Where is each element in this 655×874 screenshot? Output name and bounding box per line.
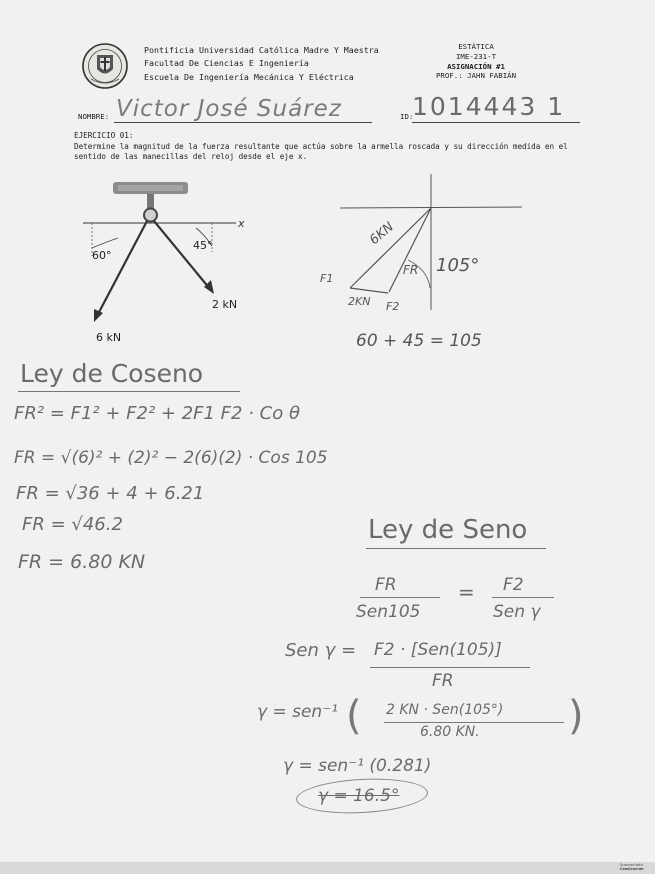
- camscanner-watermark: [620, 863, 650, 872]
- eyebolt-ring: [144, 209, 157, 222]
- school-name: Escuela De Ingeniería Mecánica Y Eléctrica: [144, 71, 354, 82]
- gamma-close-paren: ): [568, 693, 584, 739]
- ratio-right-numerator: F2: [503, 575, 524, 595]
- sen-gamma-numerator: F2 · [Sen(105)]: [374, 640, 502, 660]
- angle-arc-60: [92, 238, 118, 248]
- ratio-left-numerator: FR: [375, 575, 397, 595]
- sketch-angle-sum: 60 + 45 = 105: [356, 331, 482, 351]
- scanner-line-2: CamScanner: [620, 867, 644, 872]
- cosine-law-line-1: FR² = F1² + F2² + 2F1 F2 · Co θ: [14, 403, 300, 424]
- faculty-name: Facultad De Ciencias E Ingeniería: [144, 58, 309, 69]
- exercise-statement: Determine la magnitud de la fuerza resultante que actúa sobre la armella roscada y su dirección medida en el sentido de las manecillas del reloj desde el eje x.: [74, 141, 568, 161]
- sketch-f1-tag: F1: [320, 272, 334, 285]
- cosine-law-line-3: FR = √36 + 4 + 6.21: [16, 483, 205, 504]
- force-2kn-label: 2 kN: [212, 298, 238, 311]
- course-code: IME-231-T: [455, 51, 497, 61]
- force-triangle-sketch: [310, 170, 540, 360]
- id-underline: [412, 122, 580, 123]
- gamma-arcsin-prefix: γ = sen⁻¹: [257, 702, 338, 722]
- ratio-equals-sign: =: [458, 580, 475, 604]
- exercise-block: [74, 131, 604, 163]
- assignment-number: ASIGNACIÓN #1: [447, 61, 505, 71]
- sketch-6kn-label: 6KN: [366, 219, 397, 249]
- name-underline: [114, 122, 372, 123]
- sen-gamma-fraction-bar: [370, 667, 530, 668]
- ratio-left-denominator: Sen105: [356, 602, 421, 622]
- sen-gamma-denominator: FR: [432, 671, 454, 691]
- name-label: NOMBRE:: [78, 112, 110, 121]
- force-6kn-arrow: [97, 221, 147, 316]
- sketch-2kn-label: 2KN: [348, 295, 371, 308]
- cosine-law-line-2: FR = √(6)² + (2)² − 2(6)(2) · Cos 105: [14, 448, 328, 468]
- sketch-f2-vector: [350, 288, 388, 293]
- sketch-f2-tag: F2: [386, 300, 400, 313]
- force-6kn-label: 6 kN: [96, 331, 122, 344]
- cosine-law-title: Ley de Coseno: [20, 359, 204, 388]
- cosine-law-result: FR = 6.80 KN: [18, 551, 146, 573]
- sine-law-title: Ley de Seno: [368, 515, 528, 545]
- eyebolt-force-diagram: [80, 176, 270, 346]
- support-block: [113, 182, 188, 194]
- university-name: Pontificia Universidad Católica Madre Y Maestra: [144, 45, 379, 55]
- sketch-fr-vector: [389, 208, 431, 292]
- gamma-numerator: 2 KN · Sen(105°): [386, 702, 504, 718]
- cosine-law-line-4: FR = √46.2: [22, 514, 123, 535]
- professor-name: PROF.: JAHN FABIÁN: [435, 71, 517, 81]
- sen-gamma-lhs: Sen γ =: [285, 640, 357, 661]
- sketch-f1-vector: [350, 208, 431, 288]
- angle-60-label: 60°: [92, 249, 112, 262]
- sketch-horizontal-axis: [340, 207, 522, 208]
- ratio-right-fraction-bar: [492, 597, 554, 598]
- ratio-left-fraction-bar: [360, 597, 440, 598]
- exercise-title: EJERCICIO 01:: [74, 131, 134, 140]
- bolt-shank: [147, 194, 154, 208]
- gamma-open-paren: (: [346, 693, 362, 739]
- sine-law-title-underline: [366, 548, 546, 549]
- gamma-final-result: γ = 16.5°: [318, 786, 400, 806]
- student-name-handwritten: Victor José Suárez: [116, 96, 342, 122]
- scanner-line-1: Scanned with: [620, 863, 643, 867]
- gamma-value-line: γ = sen⁻¹ (0.281): [283, 756, 432, 776]
- sketch-105-label: 105°: [436, 255, 480, 276]
- gamma-denominator: 6.80 KN.: [420, 724, 480, 740]
- student-info-row: [70, 92, 590, 126]
- ratio-right-denominator: Sen γ: [493, 602, 541, 622]
- institution-header: [144, 44, 379, 84]
- angle-45-label: 45°: [193, 239, 213, 252]
- sketch-fr-label: FR: [403, 263, 419, 277]
- cosine-law-title-underline: [18, 391, 240, 392]
- university-seal-logo: [81, 41, 129, 91]
- gamma-fraction-bar: [384, 722, 564, 723]
- id-label: ID:: [400, 112, 414, 121]
- student-id-handwritten: 1014443 1: [412, 92, 566, 121]
- course-header: [424, 42, 528, 81]
- course-name: ESTÁTICA: [458, 42, 494, 51]
- force-2kn-arrow: [154, 221, 210, 289]
- x-axis-label: x: [238, 217, 245, 230]
